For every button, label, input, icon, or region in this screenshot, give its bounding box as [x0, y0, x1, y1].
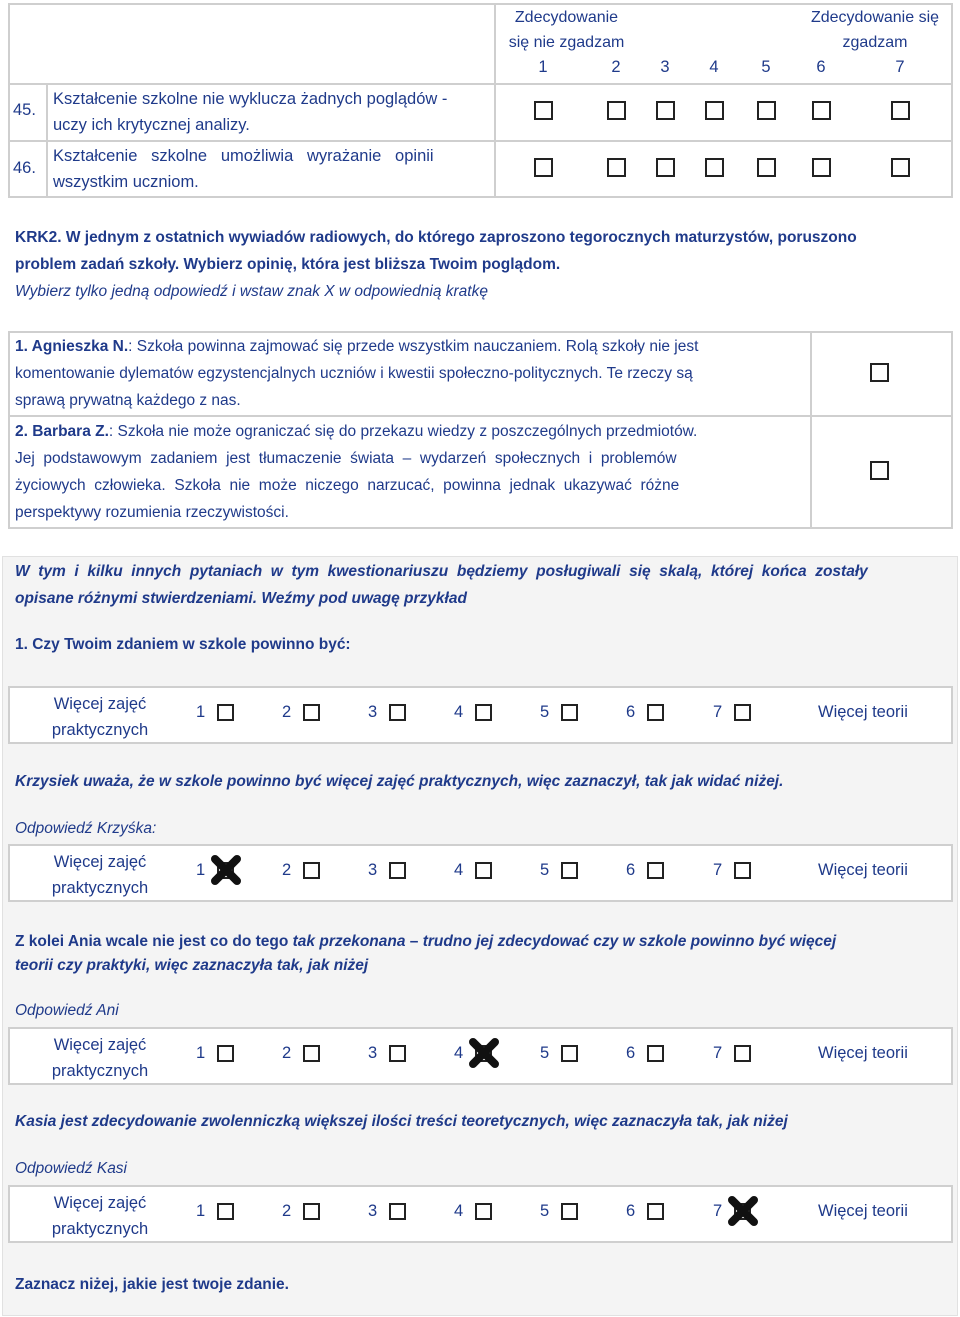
- scale-left-label: [10, 1032, 190, 1084]
- scale-number: 5: [540, 1044, 550, 1062]
- scale-checkbox[interactable]: [475, 1203, 492, 1220]
- scale-number: 1: [196, 861, 206, 879]
- scale-number: 2: [282, 861, 292, 879]
- ania-line: teorii czy praktyki, więc zaznaczyła tak, jak niżej: [15, 957, 369, 974]
- krzysiek-text: Krzysiek uważa, że w szkole powinno być więcej zajęć praktycznych, więc zaznaczył, tak jak widać niżej.: [15, 773, 784, 790]
- statement-text: [53, 143, 488, 195]
- scale-checkbox[interactable]: [734, 704, 751, 721]
- scale-checkbox[interactable]: [389, 1045, 406, 1062]
- scale-checkbox[interactable]: [303, 862, 320, 879]
- krk2-question-line1: [15, 224, 857, 251]
- scale-right-label-line2: zgadzam: [842, 34, 908, 51]
- scale-number: 2: [282, 1044, 292, 1062]
- scale-left-label: [10, 1190, 190, 1242]
- answer-checkbox[interactable]: [757, 158, 776, 177]
- scale-checkbox[interactable]: [561, 704, 578, 721]
- scale-left-label: [10, 849, 190, 901]
- scale-checkbox[interactable]: [647, 704, 664, 721]
- example-question: 1. Czy Twoim zdaniem w szkole powinno być:: [15, 636, 351, 653]
- scale-number: 2: [611, 58, 621, 76]
- answer-checkbox[interactable]: [607, 158, 626, 177]
- scale-left-line: praktycznych: [51, 1062, 149, 1080]
- option-text: : Szkoła nie może ograniczać się do przekazu wiedzy z poszczególnych przedmiotów.: [108, 423, 698, 440]
- scale-number: 1: [196, 1044, 206, 1062]
- scale-left-line: praktycznych: [51, 721, 149, 739]
- table-divider: [810, 331, 812, 529]
- scale-number: 5: [540, 1202, 550, 1220]
- option-name: 2. Barbara Z.: [15, 423, 109, 440]
- scale-left-label: [10, 691, 190, 743]
- scale-checkbox[interactable]: [647, 862, 664, 879]
- scale-checkbox[interactable]: [217, 704, 234, 721]
- answer-checkbox[interactable]: [812, 158, 831, 177]
- scale-checkbox[interactable]: [303, 704, 320, 721]
- scale-checkbox[interactable]: [217, 1045, 234, 1062]
- table-divider: [8, 83, 953, 85]
- ania-text: [15, 930, 836, 978]
- table-divider: [46, 83, 48, 198]
- ania-text-part: Z kolei Ania wcale nie jest co do tego: [15, 933, 293, 950]
- scale-left-label-line2: się nie zgadzam: [508, 34, 625, 51]
- scale-number: 3: [368, 861, 378, 879]
- scale-number: 1: [538, 58, 548, 76]
- scale-checkbox[interactable]: [734, 862, 751, 879]
- x-mark-icon: [469, 1038, 499, 1068]
- answer-checkbox[interactable]: [534, 158, 553, 177]
- krzysiek-scale-row: [8, 844, 953, 902]
- option-line: życiowych człowieka. Szkoła nie może niczego narzucać, powinna jednak ukazywać różne: [15, 477, 680, 494]
- scale-number: 4: [454, 861, 464, 879]
- scale-checkbox[interactable]: [389, 862, 406, 879]
- krk2-label: KRK2.: [15, 229, 62, 246]
- scale-checkbox[interactable]: [561, 1045, 578, 1062]
- scale-right-label: Więcej teorii: [818, 1044, 908, 1062]
- option-agnieszka-checkbox[interactable]: [870, 363, 889, 382]
- statement-text: [53, 86, 488, 138]
- statement-line: Kształcenie szkolne umożliwia wyrażanie opinii: [53, 147, 434, 165]
- answer-checkbox[interactable]: [534, 101, 553, 120]
- scale-number: 5: [540, 861, 550, 879]
- statement-number: 45.: [13, 101, 36, 119]
- answer-checkbox[interactable]: [705, 101, 724, 120]
- scale-number: 4: [454, 1202, 464, 1220]
- x-mark-icon: [211, 855, 241, 885]
- final-instruction: Zaznacz niżej, jakie jest twoje zdanie.: [15, 1276, 289, 1293]
- scale-number: 7: [895, 58, 905, 76]
- ania-scale-row: [8, 1027, 953, 1085]
- scale-right-label: [795, 5, 955, 55]
- scale-number: 7: [713, 1044, 723, 1062]
- scale-checkbox[interactable]: [389, 704, 406, 721]
- scale-number: 4: [454, 703, 464, 721]
- scale-left-line: Więcej zajęć: [53, 1194, 147, 1212]
- option-text: : Szkoła powinna zajmować się przede wszystkim nauczaniem. Rolą szkoły nie jest: [128, 338, 699, 355]
- table-divider: [8, 140, 953, 142]
- scale-left-line: praktycznych: [51, 1220, 149, 1238]
- ania-line: [15, 930, 836, 954]
- scale-left-line: Więcej zajęć: [53, 695, 147, 713]
- scale-number: 3: [660, 58, 670, 76]
- krk2-question: [15, 224, 857, 278]
- scale-number: 1: [196, 1202, 206, 1220]
- scale-number: 4: [709, 58, 719, 76]
- option-line: [15, 418, 800, 445]
- scale-left-line: Więcej zajęć: [53, 1036, 147, 1054]
- option-barbara-checkbox[interactable]: [870, 461, 889, 480]
- answer-checkbox[interactable]: [656, 101, 675, 120]
- scale-number: 3: [368, 1044, 378, 1062]
- scale-number: 2: [282, 1202, 292, 1220]
- x-mark-icon: [728, 1196, 758, 1226]
- scale-checkbox[interactable]: [303, 1045, 320, 1062]
- kasia-scale-row: [8, 1185, 953, 1243]
- scale-number: 7: [713, 861, 723, 879]
- scale-checkbox[interactable]: [217, 1203, 234, 1220]
- answer-checkbox[interactable]: [812, 101, 831, 120]
- scale-checkbox[interactable]: [647, 1045, 664, 1062]
- answer-checkbox[interactable]: [705, 158, 724, 177]
- scale-number: 6: [626, 703, 636, 721]
- option-agnieszka: [15, 333, 800, 414]
- answer-checkbox[interactable]: [607, 101, 626, 120]
- scale-number: 6: [626, 861, 636, 879]
- scale-number: 4: [454, 1044, 464, 1062]
- ania-label: Odpowiedź Ani: [15, 1002, 119, 1019]
- intro-line: opisane różnymi stwierdzeniami. Weźmy pod uwagę przykład: [15, 590, 467, 607]
- scale-checkbox[interactable]: [734, 1045, 751, 1062]
- scale-checkbox[interactable]: [389, 1203, 406, 1220]
- scale-number: 3: [368, 703, 378, 721]
- ania-text-part: trudno jej zdecydować czy w szkole powinno być więcej: [422, 933, 837, 950]
- option-line: [15, 333, 800, 360]
- scale-checkbox[interactable]: [561, 1203, 578, 1220]
- option-line: perspektywy rozumienia rzeczywistości.: [15, 504, 289, 521]
- scale-number: 6: [626, 1202, 636, 1220]
- scale-number: 3: [368, 1202, 378, 1220]
- statement-line: Kształcenie szkolne nie wyklucza żadnych poglądów -: [53, 90, 448, 108]
- scale-number: 5: [761, 58, 771, 76]
- scale-number: 6: [626, 1044, 636, 1062]
- scale-left-line: praktycznych: [51, 879, 149, 897]
- scale-right-label: Więcej teorii: [818, 1202, 908, 1220]
- statement-line: uczy ich krytycznej analizy.: [53, 116, 250, 134]
- krk2-instruction: Wybierz tylko jedną odpowiedź i wstaw znak X w odpowiednią kratkę: [15, 283, 488, 300]
- scale-number: 2: [282, 703, 292, 721]
- option-line: sprawą prywatną każdego z nas.: [15, 392, 241, 409]
- answer-checkbox[interactable]: [891, 101, 910, 120]
- krzysiek-label: Odpowiedź Krzyśka:: [15, 820, 157, 837]
- option-barbara: [15, 418, 800, 526]
- scale-right-label: Więcej teorii: [818, 861, 908, 879]
- scale-checkbox[interactable]: [475, 862, 492, 879]
- scale-checkbox[interactable]: [647, 1203, 664, 1220]
- scale-checkbox[interactable]: [303, 1203, 320, 1220]
- answer-checkbox[interactable]: [891, 158, 910, 177]
- answer-checkbox[interactable]: [757, 101, 776, 120]
- scale-number: 7: [713, 703, 723, 721]
- scale-left-label: [494, 5, 639, 55]
- scale-number: 5: [540, 703, 550, 721]
- intro-line: W tym i kilku innych pytaniach w tym kwestionariuszu będziemy posługiwali się skalą, której końca zostały: [15, 563, 868, 580]
- scale-right-label-line1: Zdecydowanie się: [810, 9, 940, 26]
- instructions-intro: [15, 558, 868, 612]
- scale-left-label-line1: Zdecydowanie: [514, 9, 619, 26]
- kasia-label: Odpowiedź Kasi: [15, 1160, 128, 1177]
- scale-number: 6: [816, 58, 826, 76]
- ania-text-part: –: [405, 933, 423, 950]
- ania-text-part: tak przekonana: [292, 933, 406, 950]
- option-line: komentowanie dylematów egzystencjalnych uczniów i kwestii społeczno-politycznych. Te rzeczy są: [15, 365, 693, 382]
- scale-left-line: Więcej zajęć: [53, 853, 147, 871]
- option-name: 1. Agnieszka N.: [15, 338, 129, 355]
- scale-number: 1: [196, 703, 206, 721]
- scale-number: 7: [713, 1202, 723, 1220]
- scale-checkbox[interactable]: [561, 862, 578, 879]
- answer-checkbox[interactable]: [656, 158, 675, 177]
- statement-number: 46.: [13, 159, 36, 177]
- option-line: Jej podstawowym zadaniem jest tłumaczenie świata – wydarzeń społecznych i problemów: [15, 450, 677, 467]
- scale-checkbox[interactable]: [475, 704, 492, 721]
- scale-right-label: Więcej teorii: [818, 703, 908, 721]
- kasia-text: Kasia jest zdecydowanie zwolenniczką większej ilości treści teoretycznych, więc zaznaczyła tak, jak niżej: [15, 1113, 788, 1130]
- example-scale-row: [8, 686, 953, 744]
- krk2-question-line2: problem zadań szkoły. Wybierz opinię, która jest bliższa Twoim poglądom.: [15, 256, 561, 273]
- statement-line: wszystkim uczniom.: [53, 173, 199, 191]
- krk2-question-part1: W jednym z ostatnich wywiadów radiowych, do którego zaproszono tegorocznych maturzystów, poruszono: [61, 229, 857, 246]
